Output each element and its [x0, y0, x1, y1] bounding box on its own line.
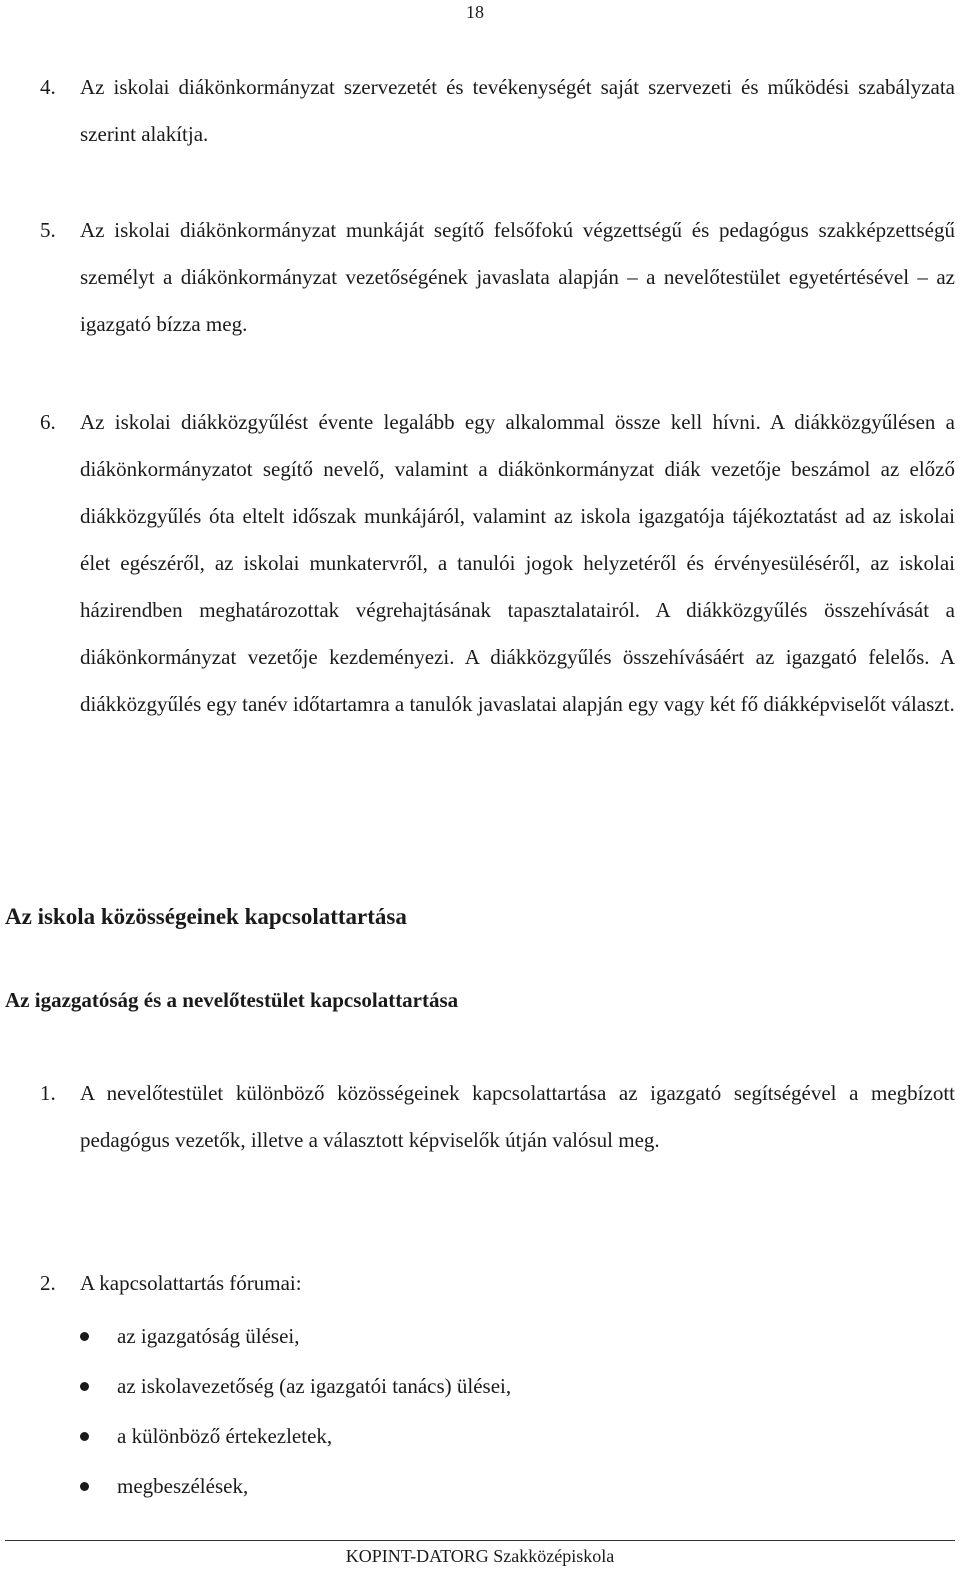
list-item-4 — [40, 64, 955, 158]
page-number: 18 — [466, 2, 484, 22]
bullet-item — [80, 1461, 511, 1511]
subsection-heading: Az igazgatóság és a nevelőtestület kapcsolattartása — [5, 988, 459, 1012]
list-text: A nevelőtestület különböző közösségeinek kapcsolattartása az igazgató segítségével a megbízott pedagógus vezetők, illetve a választott képviselők útján valósul meg. — [80, 1081, 955, 1152]
list-item-5 — [40, 207, 955, 348]
list-item-2 — [40, 1260, 955, 1307]
section-heading: Az iskola közösségeinek kapcsolattartása — [5, 904, 407, 929]
bullet-icon — [80, 1332, 89, 1341]
bullet-icon — [80, 1382, 89, 1391]
list-text: Az iskolai diákönkormányzat szervezetét és tevékenységét saját szervezeti és működési szabályzata szerint alakítja. — [80, 75, 955, 146]
list-item-6 — [40, 399, 955, 728]
bullet-icon — [80, 1432, 89, 1441]
bullet-item — [80, 1311, 511, 1361]
bullet-text: megbeszélések, — [117, 1474, 249, 1498]
bullet-text: az igazgatóság ülései, — [117, 1324, 300, 1348]
list-text: Az iskolai diákönkormányzat munkáját segítő felsőfokú végzettségű és pedagógus szakképzettségű személyt a diákönkormányzat vezetőségének javaslata alapján – a nevelőtestület egyetértésével – az igazgató bízza meg. — [80, 218, 955, 336]
list-number: 5. — [40, 218, 56, 242]
list-number: 1. — [40, 1081, 56, 1105]
page-footer: KOPINT-DATORG Szakközépiskola — [345, 1546, 615, 1566]
forum-bullet-list — [80, 1311, 511, 1511]
list-number: 4. — [40, 75, 56, 99]
bullet-text: az iskolavezetőség (az igazgatói tanács) ülései, — [117, 1374, 512, 1398]
bullet-icon — [80, 1482, 89, 1491]
list-text: A kapcsolattartás fórumai: — [80, 1271, 302, 1295]
footer-divider — [5, 1540, 955, 1541]
bullet-item — [80, 1411, 511, 1461]
list-number: 6. — [40, 410, 56, 434]
list-item-1 — [40, 1070, 955, 1164]
bullet-item — [80, 1361, 511, 1411]
list-text: Az iskolai diákközgyűlést évente legalább egy alkalommal össze kell hívni. A diákközgyűlésen a diákönkormányzatot segítő nevelő, valamint a diákönkormányzat diák vezetője beszámol az előző diákközgyűlés óta eltelt időszak munkájáról, valamint az iskola igazgatója tájékoztatást ad az iskolai élet egészéről, az iskolai munkatervről, a tanulói jogok helyzetéről és érvényesüléséről, az iskolai házirendben meghatározottak végrehajtásának tapasztalatairól. A diákközgyűlés összehívását a diákönkormányzat vezetője kezdeményezi. A diákközgyűlés összehívásáért az igazgató felelős. A diákközgyűlés egy tanév időtartamra a tanulók javaslatai alapján egy vagy két fő diákképviselőt választ. — [80, 410, 955, 716]
bullet-text: a különböző értekezletek, — [117, 1424, 333, 1448]
list-number: 2. — [40, 1271, 56, 1295]
